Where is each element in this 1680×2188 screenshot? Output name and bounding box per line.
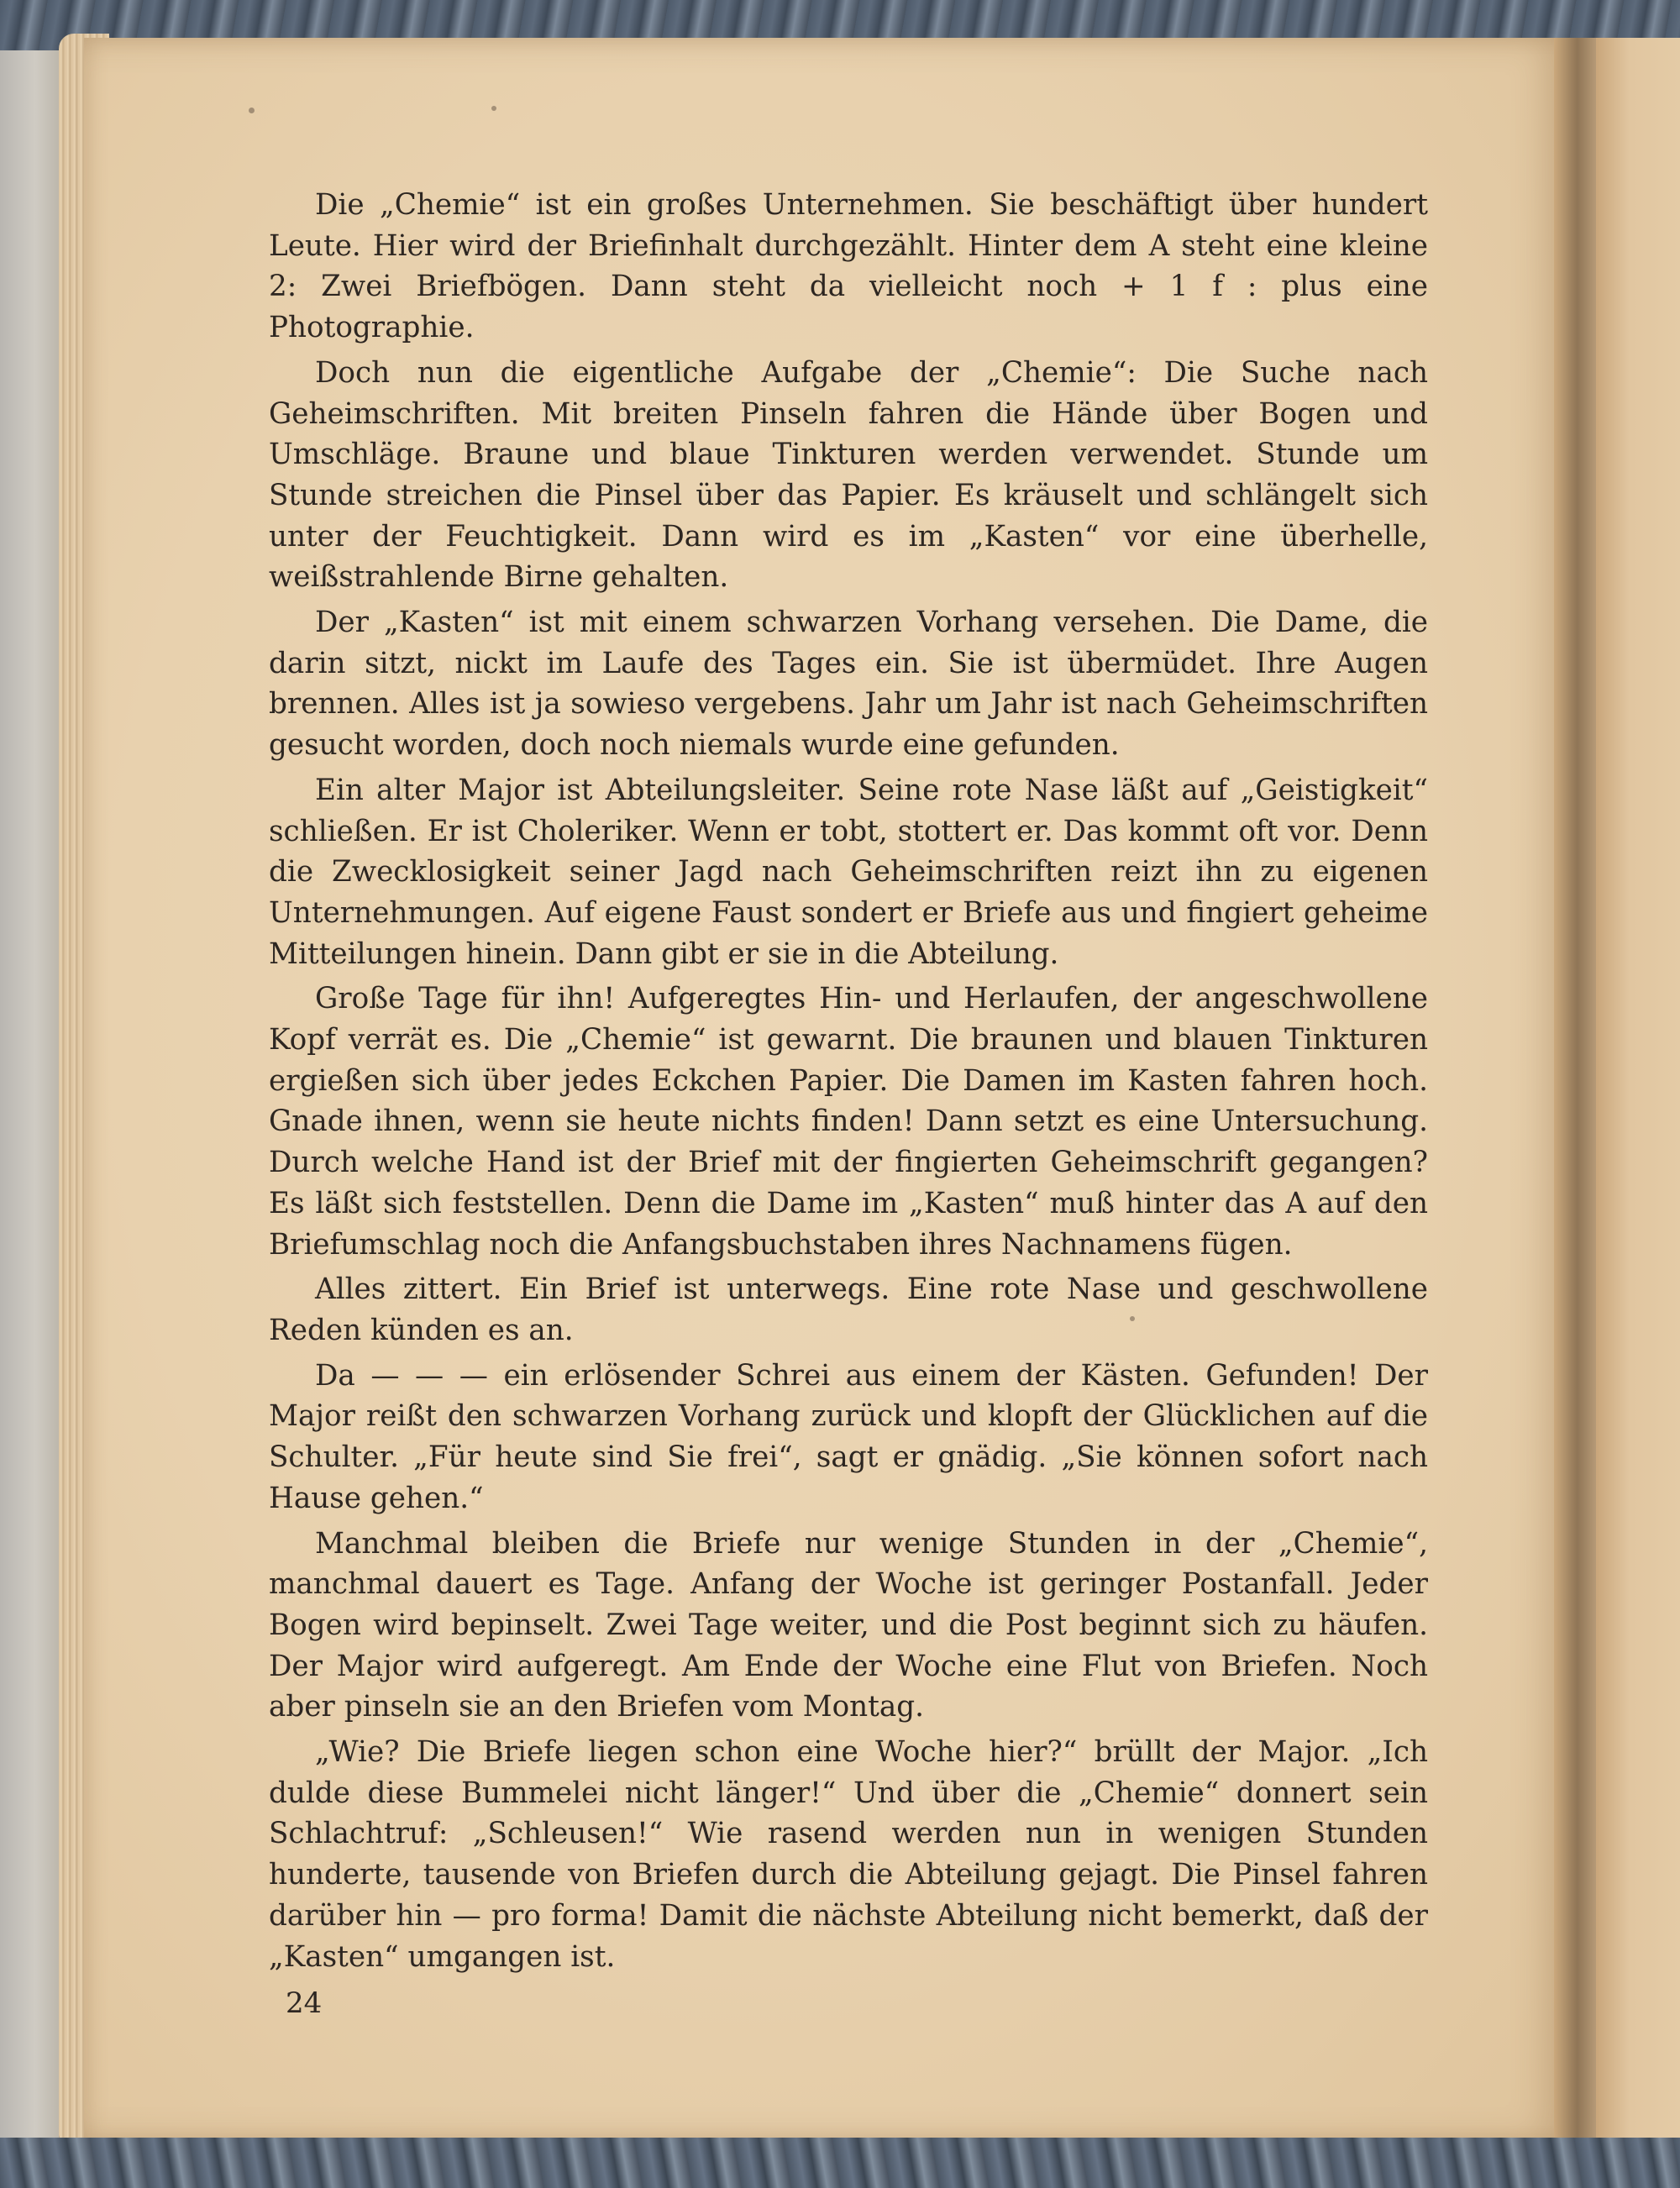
paragraph: Manchmal bleiben die Briefe nur wenige Stunden in der „Chemie“, manchmal dauert es Tage. Anfang der Woche ist geringer Postanfall. Jeder Bogen wird bepinselt. Zwei Tage weiter, und die Post beginnt sich zu häufen. Der Major wird aufgeregt. Am Ende der Woche eine Flut von Briefen. Noch aber pinseln sie an den Briefen vom Montag. [269, 1526, 1428, 1724]
paragraph: Der „Kasten“ ist mit einem schwarzen Vorhang versehen. Die Dame, die darin sitzt, nickt im Laufe des Tages ein. Sie ist übermüdet. Ihre Augen brennen. Alles ist ja sowieso vergebens. Jahr um Jahr ist nach Geheimschriften gesucht worden, doch noch niemals wurde eine gefunden. [269, 606, 1428, 763]
paragraph: Große Tage für ihn! Aufgeregtes Hin- und Herlaufen, der angeschwollene Kopf verrät es. Die „Chemie“ ist gewarnt. Die braunen und blauen Tinkturen ergießen sich über jedes Eckchen Papier. Die Damen im Kasten fahren hoch. Gnade ihnen, wenn sie heute nichts finden! Dann setzt es eine Untersuchung. Durch welche Hand ist der Brief mit der fingierten Geheimschrift gegangen? Es läßt sich feststellen. Denn die Dame im „Kasten“ muß hinter das A auf den Briefumschlag noch die Anfangsbuchstaben ihres Nachnamens fügen. [269, 982, 1428, 1262]
paragraph: Da — — — ein erlösender Schrei aus einem der Kästen. Gefunden! Der Major reißt den schwarzen Vorhang zurück und klopft der Glücklichen auf die Schulter. „Für heute sind Sie frei“, sagt er gnädig. „Sie können sofort nach Hause gehen.“ [269, 1358, 1428, 1515]
paragraph: Die „Chemie“ ist ein großes Unternehmen. Sie beschäftigt über hundert Leute. Hier wird der Briefinhalt durchgezählt. Hinter dem A steht eine kleine 2: Zwei Briefbögen. Dann steht da vielleicht noch + 1 f : plus eine Photographie. [269, 188, 1428, 345]
paragraph: Ein alter Major ist Abteilungsleiter. Seine rote Nase läßt auf „Geistigkeit“ schließen. Er ist Choleriker. Wenn er tobt, stottert er. Das kommt oft vor. Denn die Zwecklosigkeit seiner Jagd nach Geheimschriften reizt ihn zu eigenen Unternehmungen. Auf eigene Faust sondert er Briefe aus und fingiert geheime Mitteilungen hinein. Dann gibt er sie in die Abteilung. [269, 773, 1428, 971]
paper-speck [491, 106, 496, 111]
paragraph: Alles zittert. Ein Brief ist unterwegs. Eine rote Nase und geschwollene Reden künden es an. [269, 1272, 1428, 1347]
page-number: 24 [286, 1986, 323, 2020]
book-cover-bottom [0, 2138, 1680, 2188]
book-gutter [1554, 38, 1596, 2142]
paragraph: „Wie? Die Briefe liegen schon eine Woche hier?“ brüllt der Major. „Ich dulde diese Bummelei nicht länger!“ Und über die „Chemie“ donnert sein Schlachtruf: „Schleusen!“ Wie rasend werden nun in wenigen Stunden hunderte, tausende von Briefen durch die Abteilung gejagt. Die Pinsel fahren darüber hin — pro forma! Damit die nächste Abteilung nicht bemerkt, daß der „Kasten“ umgangen ist. [269, 1735, 1428, 1974]
facing-page-edge [1596, 38, 1680, 2142]
paper-speck [249, 108, 255, 113]
backdrop [0, 50, 59, 2167]
body-text [269, 185, 1428, 1981]
paragraph: Doch nun die eigentliche Aufgabe der „Chemie“: Die Suche nach Geheimschriften. Mit breiten Pinseln fahren die Hände über Bogen und Umschläge. Braune und blaue Tinkturen werden verwendet. Stunde um Stunde streichen die Pinsel über das Papier. Es kräuselt und schlängelt sich unter der Feuchtigkeit. Dann wird es im „Kasten“ vor eine überhelle, weißstrahlende Birne gehalten. [269, 355, 1428, 595]
